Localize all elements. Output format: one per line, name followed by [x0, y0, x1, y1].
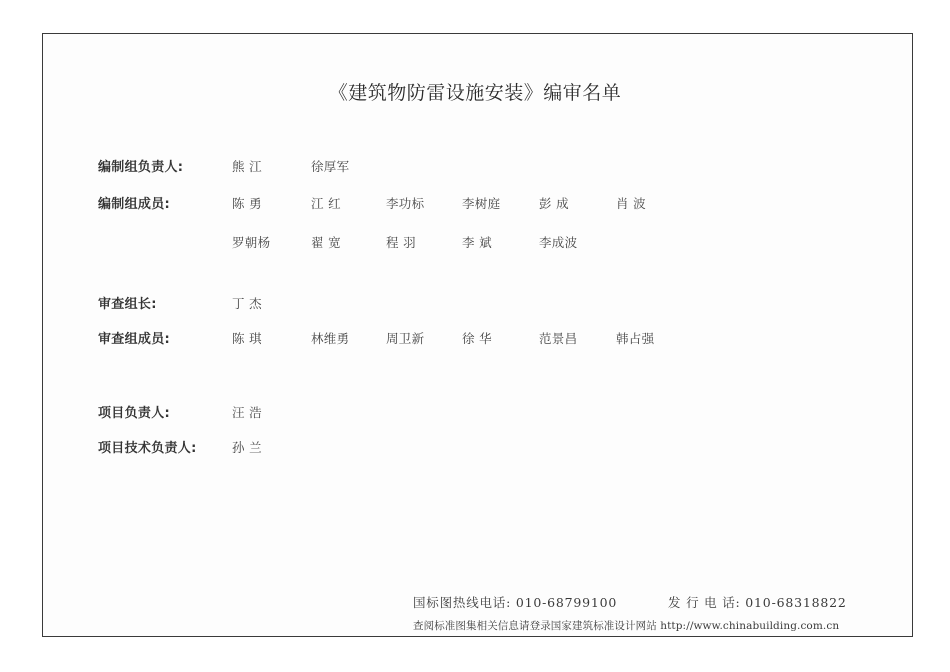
editor-name: 程 羽	[386, 235, 416, 250]
editor-name: 陈 勇	[232, 196, 262, 211]
editor-name: 罗朝杨	[232, 235, 271, 250]
reviewers-label: 审查组成员:	[98, 332, 170, 347]
chief-editor-name: 熊 江	[232, 159, 262, 174]
technical-lead-label: 项目技术负责人:	[98, 441, 197, 456]
reviewer-name: 周卫新	[386, 331, 425, 346]
editor-name: 李功标	[386, 196, 425, 211]
technical-lead-name: 孙 兰	[232, 440, 262, 455]
editor-name: 李成波	[539, 235, 578, 250]
document-title: 《建筑物防雷设施安装》编审名单	[328, 82, 622, 104]
editor-name: 李 斌	[462, 235, 492, 250]
editor-name: 肖 波	[616, 196, 646, 211]
editor-name: 江 红	[311, 196, 341, 211]
chief-editor-name: 徐厚军	[311, 159, 350, 174]
editor-name: 翟 宽	[311, 235, 341, 250]
review-leader-label: 审查组长:	[98, 297, 157, 312]
footer-website: 查阅标准图集相关信息请登录国家建筑标准设计网站 http://www.chinabuilding.com.cn	[413, 620, 840, 632]
editors-label: 编制组成员:	[98, 197, 170, 212]
editor-name: 彭 成	[539, 196, 569, 211]
reviewer-name: 范景昌	[539, 331, 578, 346]
reviewer-name: 徐 华	[462, 331, 492, 346]
project-lead-name: 汪 浩	[232, 405, 262, 420]
footer-phone: 发 行 电 话: 010-68318822	[668, 595, 847, 610]
project-lead-label: 项目负责人:	[98, 406, 170, 421]
reviewer-name: 陈 琪	[232, 331, 262, 346]
editor-name: 李树庭	[462, 196, 501, 211]
reviewer-name: 林维勇	[311, 331, 350, 346]
chief-editor-label: 编制组负责人:	[98, 160, 184, 175]
footer-hotline: 国标图热线电话: 010-68799100	[413, 595, 618, 610]
reviewer-name: 韩占强	[616, 331, 655, 346]
review-leader-name: 丁 杰	[232, 296, 262, 311]
